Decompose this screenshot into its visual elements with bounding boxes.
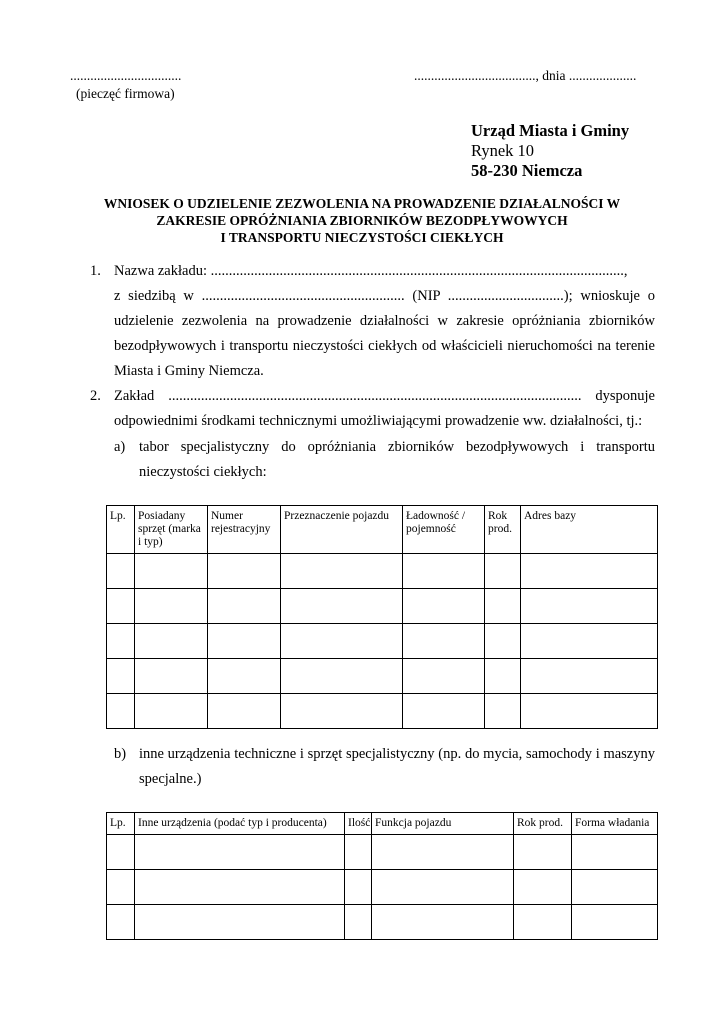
table-cell[interactable] bbox=[107, 589, 135, 624]
table-cell[interactable] bbox=[372, 870, 514, 905]
section-1-text-line: bezodpływowych i transportu nieczystości ciekłych od właścicieli nieruchomości na terenie bbox=[114, 338, 655, 354]
table-row bbox=[107, 905, 658, 940]
table-cell[interactable] bbox=[403, 659, 485, 694]
table-cell[interactable] bbox=[345, 905, 372, 940]
table-cell[interactable] bbox=[208, 589, 281, 624]
table-header-row bbox=[107, 506, 658, 554]
table-row bbox=[107, 870, 658, 905]
other-equipment-table bbox=[106, 812, 658, 940]
table-cell[interactable] bbox=[521, 624, 658, 659]
item-a-text-line: tabor specjalistyczny do opróżniania zbiorników bezodpływowych i transportu bbox=[139, 439, 655, 455]
table-cell[interactable] bbox=[135, 905, 345, 940]
table-header-cell: Rok prod. bbox=[485, 506, 521, 554]
table-header-cell: Posiadany sprzęt (marka i typ) bbox=[135, 506, 208, 554]
table-cell[interactable] bbox=[572, 870, 658, 905]
table-header-cell: Funkcja pojazdu bbox=[372, 813, 514, 835]
item-b-label: b) bbox=[114, 746, 127, 762]
recipient-street: Rynek 10 bbox=[471, 141, 535, 160]
table-header-row bbox=[107, 813, 658, 835]
table-cell[interactable] bbox=[521, 589, 658, 624]
table-cell[interactable] bbox=[208, 624, 281, 659]
table-cell[interactable] bbox=[107, 554, 135, 589]
table-cell[interactable] bbox=[135, 694, 208, 729]
place-date-field: ...................................., dnia .................... bbox=[414, 68, 637, 83]
stamp-label: (pieczęć firmowa) bbox=[76, 86, 175, 101]
table-cell[interactable] bbox=[135, 659, 208, 694]
table-row bbox=[107, 835, 658, 870]
table-row bbox=[107, 694, 658, 729]
table-cell[interactable] bbox=[514, 905, 572, 940]
table-cell[interactable] bbox=[281, 589, 403, 624]
table-cell[interactable] bbox=[403, 589, 485, 624]
section-1-number: 1. bbox=[90, 263, 101, 279]
table-cell[interactable] bbox=[107, 905, 135, 940]
section-1-text-line: Miasta i Gminy Niemcza. bbox=[114, 363, 264, 379]
table-cell[interactable] bbox=[521, 694, 658, 729]
table-header-cell: Przeznaczenie pojazdu bbox=[281, 506, 403, 554]
table-cell[interactable] bbox=[281, 554, 403, 589]
table-cell[interactable] bbox=[281, 659, 403, 694]
table-cell[interactable] bbox=[572, 905, 658, 940]
table-cell[interactable] bbox=[514, 870, 572, 905]
stamp-dots: ................................. bbox=[70, 68, 182, 83]
table-cell[interactable] bbox=[281, 694, 403, 729]
table-cell[interactable] bbox=[521, 554, 658, 589]
table-cell[interactable] bbox=[485, 589, 521, 624]
table-cell[interactable] bbox=[107, 659, 135, 694]
table-header-cell: Lp. bbox=[107, 813, 135, 835]
table-cell[interactable] bbox=[485, 624, 521, 659]
table-cell[interactable] bbox=[485, 694, 521, 729]
title-line-3: I TRANSPORTU NIECZYSTOŚCI CIEKŁYCH bbox=[220, 230, 504, 245]
table-header-cell: Inne urządzenia (podać typ i producenta) bbox=[135, 813, 345, 835]
table-cell[interactable] bbox=[403, 624, 485, 659]
table-cell[interactable] bbox=[107, 624, 135, 659]
table-header-cell: Forma władania bbox=[572, 813, 658, 835]
item-a-label: a) bbox=[114, 439, 126, 455]
table-header-cell: Ilość bbox=[345, 813, 372, 835]
table-row bbox=[107, 659, 658, 694]
section-2-text-line: odpowiednimi środkami technicznymi umożliwiającymi prowadzenie ww. działalności, tj.: bbox=[114, 413, 643, 429]
table-cell[interactable] bbox=[521, 659, 658, 694]
table-header-cell: Ładowność / pojemność bbox=[403, 506, 485, 554]
table-row bbox=[107, 624, 658, 659]
table-cell[interactable] bbox=[372, 835, 514, 870]
table-cell[interactable] bbox=[572, 835, 658, 870]
table-cell[interactable] bbox=[281, 624, 403, 659]
table-cell[interactable] bbox=[208, 554, 281, 589]
table-cell[interactable] bbox=[485, 659, 521, 694]
table-header-cell: Rok prod. bbox=[514, 813, 572, 835]
table-cell[interactable] bbox=[345, 870, 372, 905]
table-row bbox=[107, 554, 658, 589]
table-row bbox=[107, 589, 658, 624]
document-title bbox=[40, 195, 684, 246]
recipient-city: 58-230 Niemcza bbox=[471, 161, 583, 180]
section-1-text-line: udzielenie zezwolenia na prowadzenie działalności w zakresie opróżniania zbiorników bbox=[114, 313, 655, 329]
table-header-cell: Lp. bbox=[107, 506, 135, 554]
section-1-company-name: Nazwa zakładu: .................................................................................................................., bbox=[114, 263, 628, 279]
table-cell[interactable] bbox=[107, 694, 135, 729]
table-cell[interactable] bbox=[107, 835, 135, 870]
table-cell[interactable] bbox=[208, 659, 281, 694]
table-cell[interactable] bbox=[514, 835, 572, 870]
table-cell[interactable] bbox=[135, 835, 345, 870]
table-cell[interactable] bbox=[135, 554, 208, 589]
table-cell[interactable] bbox=[135, 624, 208, 659]
recipient-name: Urząd Miasta i Gminy bbox=[471, 121, 630, 140]
title-line-2: ZAKRESIE OPRÓŻNIANIA ZBIORNIKÓW BEZODPŁYWOWYCH bbox=[156, 213, 568, 228]
section-1-seat-nip: z siedzibą w ........................................................ (NIP ................................); wnioskuje o bbox=[114, 288, 655, 304]
table-cell[interactable] bbox=[107, 870, 135, 905]
table-cell[interactable] bbox=[208, 694, 281, 729]
section-2-number: 2. bbox=[90, 388, 101, 404]
table-cell[interactable] bbox=[135, 870, 345, 905]
table-cell[interactable] bbox=[485, 554, 521, 589]
table-cell[interactable] bbox=[403, 554, 485, 589]
table-header-cell: Numer rejestracyjny bbox=[208, 506, 281, 554]
table-header-cell: Adres bazy bbox=[521, 506, 658, 554]
table-cell[interactable] bbox=[135, 589, 208, 624]
table-cell[interactable] bbox=[345, 835, 372, 870]
item-a-text-line: nieczystości ciekłych: bbox=[139, 464, 267, 480]
title-line-1: WNIOSEK O UDZIELENIE ZEZWOLENIA NA PROWADZENIE DZIAŁALNOŚCI W bbox=[103, 196, 621, 211]
table-cell[interactable] bbox=[403, 694, 485, 729]
table-cell[interactable] bbox=[372, 905, 514, 940]
section-2-company: Zakład .................................................................................................................. dysponuje bbox=[114, 388, 655, 404]
equipment-table bbox=[106, 505, 658, 729]
item-b-text-line: specjalne.) bbox=[139, 771, 202, 787]
item-b-text-line: inne urządzenia techniczne i sprzęt specjalistyczny (np. do mycia, samochody i maszyny bbox=[139, 746, 655, 762]
